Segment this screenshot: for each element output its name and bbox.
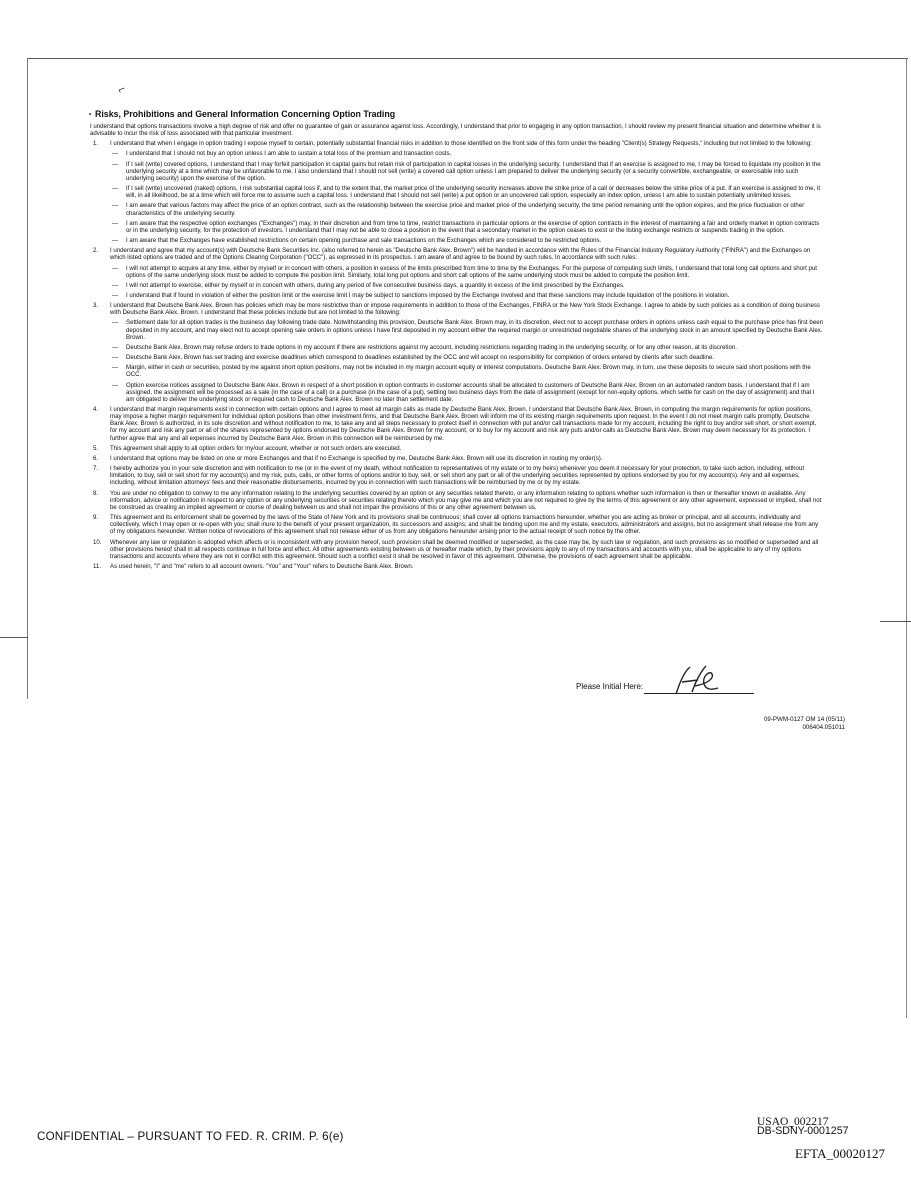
- clause-11: [90, 563, 824, 570]
- clause-4: [90, 406, 824, 442]
- clause-list: [90, 140, 824, 570]
- sub-clause: [112, 319, 824, 340]
- handwritten-initials: [668, 664, 728, 698]
- dash-bullet: —: [112, 237, 119, 245]
- sub-clause-text: Option exercise notices assigned to Deutsche Bank Alex. Brown in respect of a short position in option contracts in customer accounts shall be allocated to customers of Deutsche Bank Alex. Brown on an automated random basis. I understand that if I am assigned, the assignment will be processed as a sale (in the case of a call) or a purchase (in the case of a put), settling two business days from the date of assignment (except for non-equity options, which settle for cash on the day of assignment) and that I am obligated to deliver the underlying stock or required cash to Deutsche Bank Alex. Brown no later than settlement date.: [126, 381, 815, 403]
- sub-clause-text: Deutsche Bank Alex. Brown may refuse orders to trade options in my account if there are restrictions against my account, including restrictions regarding trading in the underlying security, or for any other reason, at its discretion.: [126, 343, 737, 351]
- sub-clause: [112, 185, 824, 199]
- sub-clause-text: If I sell (write) covered options, I understand that I may forfeit participation in capital gains but retain risk of participation in capital losses in the underlying security. I understand that if an exercise is assigned to me, I may be forced to liquidate my position in the underlying security at a time which may be unfavorable to me. I also understand that I should not sell (write) a covered call option unless I am prepared to deliver the underlying security (or a security convertible, exchangeable, or exercisable into such underlying security) upon the exercise of the option.: [126, 160, 821, 182]
- clause-text: I understand and agree that my account(s) with Deutsche Bank Securities Inc. (also referred to herein as "Deutsche Bank Alex. Brown") will be handled in accordance with the Rules of the Financial Industry Regulatory Authority ("FINRA") and the Exchanges on which listed options are traded and of the Options Clearing Corporation ("OCC"), as expressed in its prospectus. I am aware of and agree to be bound by such rules. In accordance with such rules:: [110, 247, 811, 262]
- clause-6: [90, 455, 824, 462]
- clause-text: This agreement and its enforcement shall be governed by the laws of the State of New York and its provisions shall be continuous; shall cover all options transactions hereunder, whether you are acting as broker or principal, and all accounts, individually and collectively, which I may open or re-open with you; shall inure to the benefit of your present organization, its successors and assigns; and shall be binding upon me and my estate, executors, administrators and assigns, but no assignment shall release me from any of my obligations hereunder. Written notice of revocations of this agreement shall not release either of us from any obligations hereunder arising prior to the actual receipt of such notice by the other.: [110, 514, 819, 536]
- clause-text: I understand that margin requirements exist in connection with certain options and I agree to meet all margin calls as made by Deutsche Bank Alex. Brown. I understand that Deutsche Bank Alex. Brown, in computing the margin requirements for option positions, may impose a higher margin requirement for individual option positions than other investment firms, and that Deutsche Bank Alex. Brown will inform me of its existing margin requirements upon request. In the event I do not meet margin calls promptly, Deutsche Bank Alex. Brown is authorized, in its sole discretion and without notification to me, to take any and all steps necessary to protect itself in connection with put and/or call transactions made for my account, including the right to buy and/or sell short, or short exempt, for my account and risk any part or all of the shares represented by options endorsed by Deutsche Bank Alex. Brown for my account, or to buy for my account and risk any puts and/or calls as Deutsche Bank Alex. Brown may deem necessary for its protection. I further agree that any and all expenses incurred by Deutsche Bank Alex. Brown in this connection will be reimbursed by me.: [110, 406, 817, 442]
- clause-10: [90, 539, 824, 560]
- dash-bullet: —: [112, 319, 119, 327]
- dash-bullet: —: [112, 202, 119, 210]
- clause-text: I understand that options may be listed on one or more Exchanges and that if no Exchange is specified by me, Deutsche Bank Alex. Brown will use its discretion in routing my order(s).: [110, 454, 603, 462]
- sub-clause: [112, 202, 824, 216]
- clause-text: Whenever any law or regulation is adopted which affects or is inconsistent with any provision hereof, such provision shall be deemed modified or superseded, as the case may be, by such law or regulation, and such provisions as so modified or superseded and all other provisions hereof shall in all respects continue in full force and effect. All other agreements existing between us or hereafter made which, by their provisions apply to any of my transactions and accounts with you, shall be applicable to any of my options transactions and accounts where they are not in conflict with this agreement. Should such a conflict exist it shall be resolved in favor of this agreement. Otherwise, the provisions of each agreement shall be applicable.: [110, 538, 819, 560]
- form-code-line-2: 006404.051011: [802, 724, 845, 731]
- scan-line-right: [880, 621, 911, 622]
- sub-clause-text: Margin, either in cash or securities, posted by me against short option positions, may not be included in my margin account equity or interest computations. Deutsche Bank Alex. Brown may, in turn, use these deposits to secure said short positions with the OCC.: [126, 364, 811, 379]
- clause-5: [90, 445, 824, 452]
- clause-8: [90, 490, 824, 511]
- clause-text: You are under no obligation to convey to me any information relating to the underlying securities covered by an option or any securities related thereto, or any information relating to options whether such information is then or thereafter known or available. Any information, advice or notification in respect to any option or any underlying securities or securities relating thereto which you may give me and which you are not required to give by the terms of this agreement or any other agreement, expressed or implied, shall not be construed as creating an implied agreement or course of dealing between us and shall not impair the provisions of this or any other agreement between us.: [110, 489, 822, 511]
- bates-usao: USAO_002217: [757, 1116, 829, 1128]
- document-body: [90, 109, 824, 573]
- clause-number: 9.: [93, 514, 99, 522]
- bates-db: DB-SDNY-0001257: [757, 1125, 849, 1137]
- document-title-text: Risks, Prohibitions and General Information Concerning Option Trading: [95, 109, 396, 119]
- clause-number: 3.: [93, 302, 99, 310]
- document-title: [89, 109, 824, 119]
- clause-7: [90, 465, 824, 486]
- clause-text: I hereby authorize you in your sole discretion and with notification to me (or in the event of my death, without notification to representatives of my estate or to my heirs) whenever you deem it necessary for your protection, to take such action, including, without limitation, to buy, sell or sell short for my account(s) and my risk, puts, calls, or other forms of options and/or to buy, sell, or sell short any part or all of the underlying securities represented by options endorsed by you for my account(s). Any and all expenses, including, without limitation attorneys' fees and their reasonable disbursements, incurred by you in connection with such transactions will be reimbursed by me or by my estate.: [110, 465, 805, 487]
- clause-number: 4.: [93, 406, 99, 413]
- clause-1: [90, 140, 824, 244]
- sub-clause-text: I am aware that the respective option exchanges ("Exchanges") may, in their discretion and from time to time, restrict transactions in particular options or the exercise of option contracts in the interest of maintaining a fair and orderly market in option contracts or in the underlying security, for the protection of investors. I understand that I may not be able to close a position in the event that a secondary market in the option ceases to exist or the listing exchange restricts or suspends trading in the option.: [126, 219, 820, 234]
- clause-number: 7.: [93, 465, 99, 473]
- sub-clause-text: I am aware that the Exchanges have established restrictions on certain opening purchase and sale transactions on the Exchanges which are considered to be restricted options.: [126, 237, 602, 245]
- sub-clause-text: I understand that if found in violation of either the position limit or the exercise limit I may be subject to sanctions imposed by the Exchange involved and that these sanctions may include liquidation of the positions in violation.: [126, 291, 730, 299]
- dash-bullet: —: [112, 291, 119, 299]
- stray-dot: •: [89, 112, 92, 118]
- dash-bullet: —: [112, 264, 119, 272]
- form-code-line-1: 09-PWM-0127 OM 14 (05/11): [763, 716, 845, 723]
- sub-clause: [112, 161, 824, 182]
- initial-label: Please Initial Here:: [576, 682, 644, 691]
- dash-bullet: —: [112, 364, 119, 372]
- clause-9: [90, 514, 824, 535]
- form-code: [670, 716, 845, 732]
- page-border-right: [906, 58, 907, 1018]
- clause-number: 1.: [93, 140, 99, 148]
- sub-clause-text: I am aware that various factors may affect the price of an option contract, such as the relationship between the exercise price and market price of the underlying security, the time period remaining until the option expires, and the price fluctuation or other characteristics of the underlying security.: [126, 202, 805, 217]
- dash-bullet: —: [112, 160, 119, 168]
- intro-paragraph: I understand that options transactions involve a high degree of risk and offer no guarantee of gain or assurance against loss. Accordingly, I understand that prior to engaging in any option transaction, I should review my present financial situation and determine whether it is advisable to incur the risk of loss associated with that particular investment.: [90, 123, 821, 138]
- clause-number: 5.: [93, 444, 99, 452]
- clause-number: 10.: [93, 538, 102, 546]
- sub-clause: [112, 292, 824, 299]
- clause-3: [90, 302, 824, 403]
- dash-bullet: —: [112, 354, 119, 362]
- sub-clause-text: I will not attempt to exercise, either by myself or in concert with others, during any period of five consecutive business days, a quantity in excess of the limit prescribed by the Exchanges.: [126, 281, 625, 289]
- initial-area: [576, 674, 836, 704]
- sub-clause: [112, 282, 824, 289]
- dash-bullet: —: [112, 185, 119, 193]
- sub-clause: [112, 265, 824, 279]
- clause-number: 6.: [93, 454, 99, 462]
- sub-clause-text: I understand that I should not buy an option unless I am able to sustain a total loss of the premium and transaction costs.: [126, 150, 452, 158]
- sub-clause: [112, 344, 824, 351]
- sub-clause: [112, 382, 824, 403]
- pen-mark: ⌐: [115, 81, 128, 97]
- sub-clause-text: Settlement date for all option trades is the business day following trade date. Notwithstanding this provision, Deutsche Bank Alex. Brown may, in its discretion, elect not to accept purchase orders in options unless cash equal to the purchase price has first been deposited in my account, and may elect not to accept opening sale orders in options unless I have first deposited in my account either the required margin or unrestricted negotiable shares of the underlying stock in an amount specified by Deutsche Bank Alex. Brown.: [126, 319, 823, 341]
- sub-clause: [112, 237, 824, 244]
- dash-bullet: —: [112, 381, 119, 389]
- clause-text: This agreement shall apply to all option orders for my/our account, whether or not such orders are executed.: [110, 444, 402, 452]
- dash-bullet: —: [112, 219, 119, 227]
- confidential-footer: CONFIDENTIAL – PURSUANT TO FED. R. CRIM. P. 6(e): [37, 1130, 344, 1143]
- clause-number: 2.: [93, 247, 99, 255]
- sub-clause: [112, 220, 824, 234]
- dash-bullet: —: [112, 150, 119, 158]
- clause-2: [90, 247, 824, 299]
- clause-text: As used herein, "I" and "me" refers to all account owners. "You" and "Your" refers to Deutsche Bank Alex. Brown.: [110, 562, 414, 570]
- clause-text: I understand that Deutsche Bank Alex. Brown has policies which may be more restrictive than or impose requirements in addition to those of the Exchanges, FINRA or the New York Stock Exchange. I agree to abide by such policies as a condition of doing business with Deutsche Bank Alex. Brown. I understand that these policies include but are not limited to the following:: [110, 302, 820, 317]
- sub-clause-text: Deutsche Bank Alex. Brown has set trading and exercise deadlines which correspond to deadlines established by the OCC and will accept no responsibility for completion of orders entered by clients after such deadline.: [126, 354, 715, 362]
- sub-clause: [112, 364, 824, 378]
- scan-line-left: [0, 637, 28, 638]
- clause-number: 8.: [93, 489, 99, 497]
- sub-clause-text: If I sell (write) uncovered (naked) options, I risk substantial capital loss if, and to the extent that, the market price of the underlying security increases above the strike price of a call or decreases below the strike price of a put. If an exercise is assigned to me, it will, in all likelihood, be at a time which will force me to assume such a capital loss. I understand that I should not sell (write) a put option or an uncovered call option, especially an index option, unless I am able to sustain potentially unlimited losses.: [126, 185, 821, 200]
- efta-number: EFTA_00020127: [795, 1146, 885, 1161]
- dash-bullet: —: [112, 343, 119, 351]
- dash-bullet: —: [112, 281, 119, 289]
- bates-stamp: [757, 1117, 848, 1139]
- sub-clause: [112, 354, 824, 361]
- clause-text: I understand that when I engage in option trading I expose myself to certain, potentially substantial financial risks in addition to those identified on the front side of this form under the heading "Client(s) Strategy Requests," including but not limited to the following:: [110, 140, 812, 148]
- sub-clause-text: I will not attempt to acquire at any time, either by myself or in concert with others, a position in excess of the limits prescribed from time to time by the Exchanges. For the purpose of computing such limits, I understand that total long call options and short put options of the same underlying stock must be added to compute the position limit. Similarly, total long put options and short call options of the same underlying stock must be added to compute the position limit.: [126, 264, 817, 279]
- sub-clause: [112, 150, 824, 157]
- clause-number: 11.: [93, 562, 102, 570]
